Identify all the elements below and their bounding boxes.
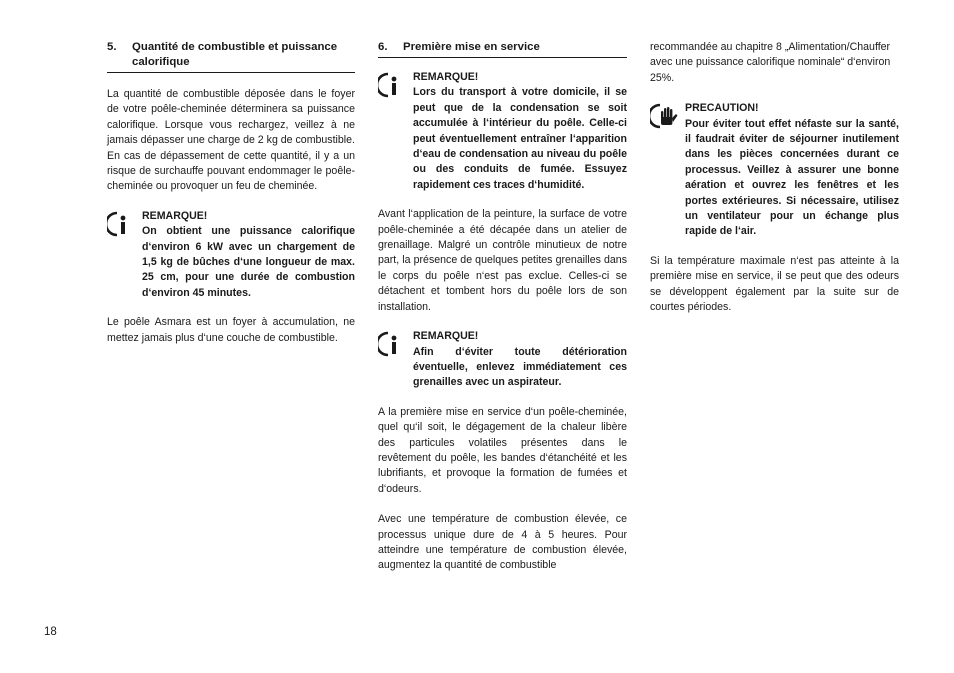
section-6-title: Première mise en service (403, 41, 540, 53)
info-icon (378, 331, 410, 357)
section-6-note-2 (378, 329, 627, 391)
note-text: On obtient une puissance calorifique d‘environ 6 kW avec un chargement de 1,5 kg de bûches d‘une longueur de max. 25 cm, pour une durée de combustion d‘environ 45 minutes. (142, 225, 355, 299)
info-icon (378, 72, 410, 98)
section-5-title: Quantité de combustible et puissance calorifique (132, 41, 338, 68)
note-label: REMARQUE! (413, 71, 479, 83)
column-1 (107, 40, 355, 346)
column-3 (650, 40, 899, 316)
note-text: Afin d‘éviter toute détérioration éventuelle, enlevez immédiatement ces grenailles avec un aspirateur. (413, 345, 627, 389)
section-5-heading (107, 40, 355, 73)
section-6-number: 6. (378, 41, 388, 53)
section-6-paragraph-3: Avec une température de combustion élevée, ce processus unique dure de 4 à 5 heures. Pour atteindre une température de combustion élevée, augmentez la quantité de combustible (378, 513, 627, 572)
caution-label: PRECAUTION! (685, 102, 759, 115)
section-6-paragraph-3-continued: recommandée au chapitre 8 „Alimentation/Chauffer avec une puissance calorifique nominale“ d‘environ 25%. (650, 41, 891, 84)
note-label: REMARQUE! (413, 330, 479, 343)
section-6-paragraph-4: Si la température maximale n‘est pas atteinte à la première mise en service, il se peut que des odeurs se développent également par la suite sur de courtes périodes. (650, 254, 899, 314)
section-6-heading (378, 40, 627, 58)
section-5-number: 5. (107, 41, 117, 53)
caution-hand-icon (650, 103, 682, 129)
section-6-paragraph-2: A la première mise en service d‘un poêle-cheminée, quel qu‘il soit, le dégagement de la chaleur libère des particules volatiles présentes dans le revêtement du poêle, les bandes d‘étanchéité et les lubrifiants, et provoque la formation de fumées et d‘odeurs. (378, 405, 627, 495)
section-6-caution (650, 101, 899, 240)
section-6-note-1 (378, 70, 627, 193)
section-5-note (107, 209, 355, 301)
section-5-paragraph-2: Le poêle Asmara est un foyer à accumulation, ne mettez jamais plus d‘une couche de combustible. (107, 316, 355, 344)
page-number: 18 (44, 626, 57, 638)
caution-text: Pour éviter tout effet néfaste sur la santé, il faudrait éviter de séjourner inutilement dans les pièces concernées durant ce processus. Veillez à assurer une bonne aération et ouvrez les fenêtres et les portes extérieures. Si nécessaire, utilisez un ventilateur pour un échange plus rapide de l‘air. (685, 117, 899, 238)
column-2 (378, 40, 627, 574)
note-text: Lors du transport à votre domicile, il se peut que de la condensation se soit accumulée à l‘intérieur du poêle. Celle-ci peut éventuellement entraîner l‘apparition d‘eau de condensation au niveau du poêle ou des conduits de fumée. Essuyez rapidement ces traces d‘humidité. (413, 86, 627, 191)
section-6-paragraph-1: Avant l‘application de la peinture, la surface de votre poêle-cheminée a été décapée dans un atelier de grenaillage. Malgré un contrôle minutieux de notre part, la présence de quelques petites grenailles dans le corps du poêle n‘est pas exclue. Celles-ci se détachent et tombent hors du poêle lors de son installation. (378, 208, 627, 313)
section-5-paragraph-1: La quantité de combustible déposée dans le foyer de votre poêle-cheminée déterminera sa puissance calorifique. Lorsque vous rechargez, veillez à ne jamais dépasser une charge de 2 kg de combustible. En cas de dépassement de cette quantité, il y a un risque de surchauffe pouvant endommager le poêle-cheminée ou provoquer un feu de cheminée. (107, 88, 355, 193)
info-icon (107, 211, 139, 237)
note-label: REMARQUE! (142, 209, 208, 222)
